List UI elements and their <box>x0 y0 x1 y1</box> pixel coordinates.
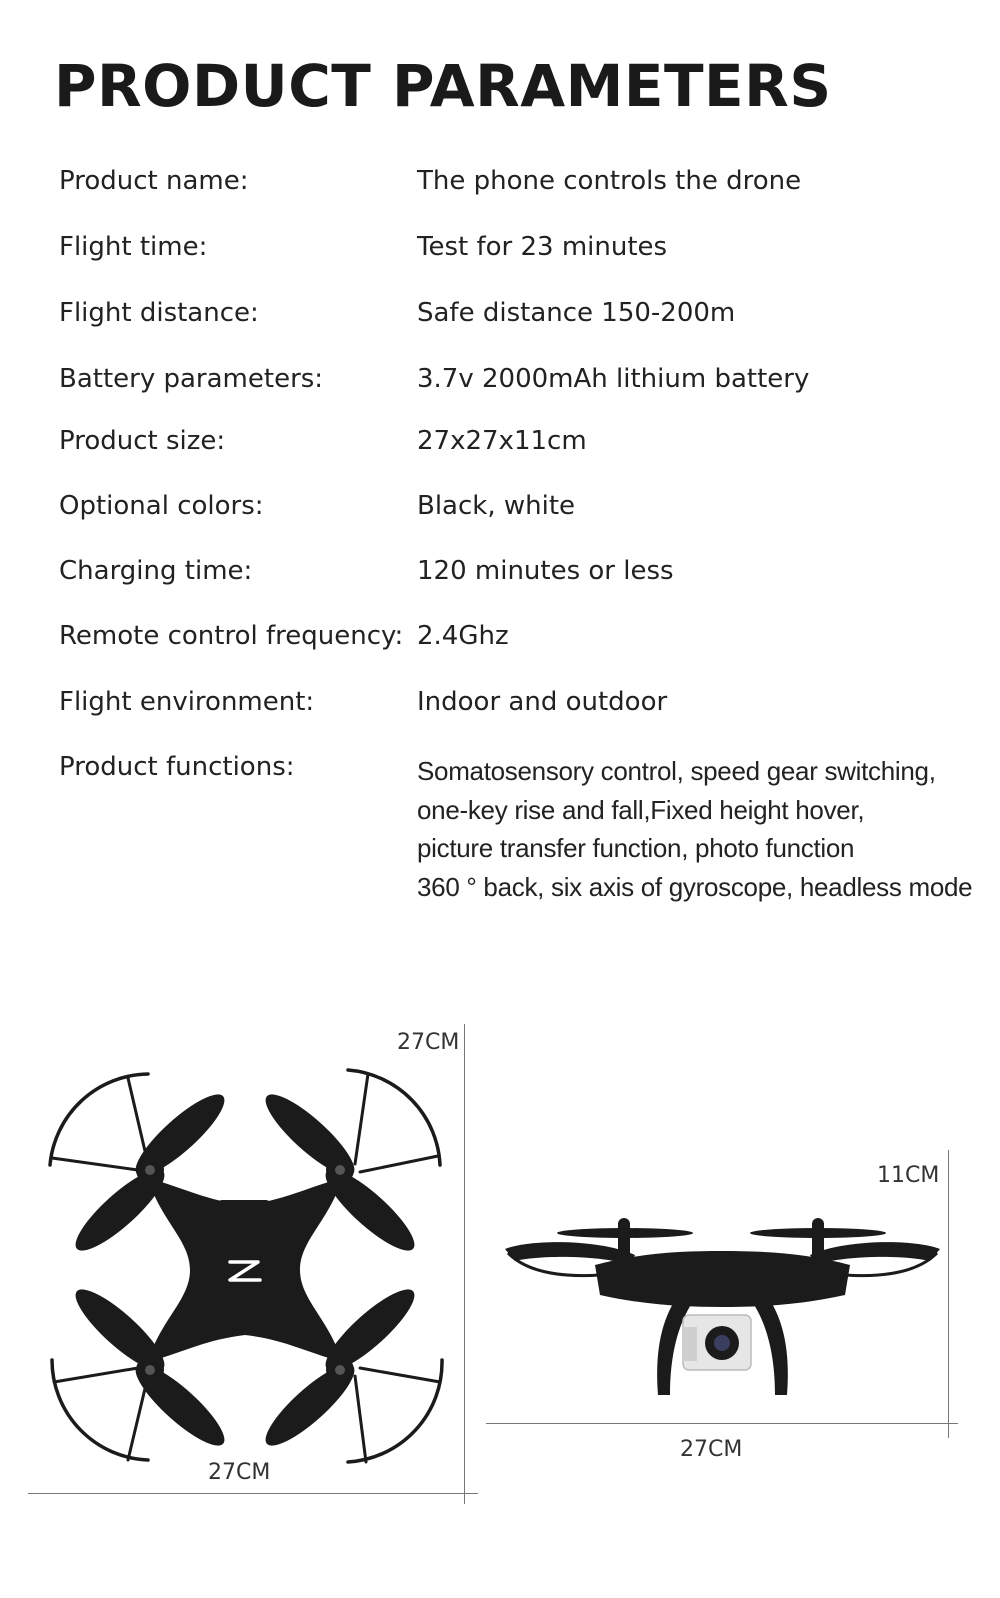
param-label: Flight time: <box>59 232 208 262</box>
param-label: Product name: <box>59 166 249 196</box>
side-view-height-label: 11CM <box>877 1163 940 1188</box>
param-label: Flight distance: <box>59 298 259 328</box>
side-width-dimension-line <box>486 1423 958 1424</box>
param-label: Product size: <box>59 426 226 456</box>
param-label: Flight environment: <box>59 687 315 717</box>
function-line: one-key rise and fall,Fixed height hover, <box>417 794 865 825</box>
param-value: Safe distance 150-200m <box>417 298 736 328</box>
page-title: PRODUCT PARAMETERS <box>54 52 832 120</box>
param-label: Optional colors: <box>59 491 264 521</box>
param-value: 3.7v 2000mAh lithium battery <box>417 364 810 394</box>
drone-side-view-image <box>500 1215 945 1405</box>
param-value: The phone controls the drone <box>417 166 802 196</box>
function-line: 360 ° back, six axis of gyroscope, headless mode <box>417 871 973 902</box>
side-height-dimension-line <box>948 1150 949 1438</box>
function-line: Somatosensory control, speed gear switching, <box>417 756 936 786</box>
param-label: Battery parameters: <box>59 364 324 394</box>
functions-list <box>417 752 972 906</box>
param-value: 27x27x11cm <box>417 426 587 456</box>
param-value: 2.4Ghz <box>417 621 509 651</box>
param-label: Charging time: <box>59 556 253 586</box>
param-value: Indoor and outdoor <box>417 687 668 717</box>
param-label: Remote control frequency: <box>59 621 404 651</box>
function-line: picture transfer function, photo function <box>417 833 855 863</box>
param-value: 120 minutes or less <box>417 556 674 586</box>
side-view-width-label: 27CM <box>680 1437 743 1462</box>
top-view-width-label: 27CM <box>208 1460 271 1485</box>
param-label: Product functions: <box>59 752 295 782</box>
param-value: Black, white <box>417 491 576 521</box>
drone-top-view-image <box>30 1060 460 1480</box>
width-dimension-line <box>28 1493 478 1494</box>
param-value: Test for 23 minutes <box>417 232 668 262</box>
top-view-height-label: 27CM <box>397 1030 460 1055</box>
height-dimension-line <box>464 1024 465 1504</box>
